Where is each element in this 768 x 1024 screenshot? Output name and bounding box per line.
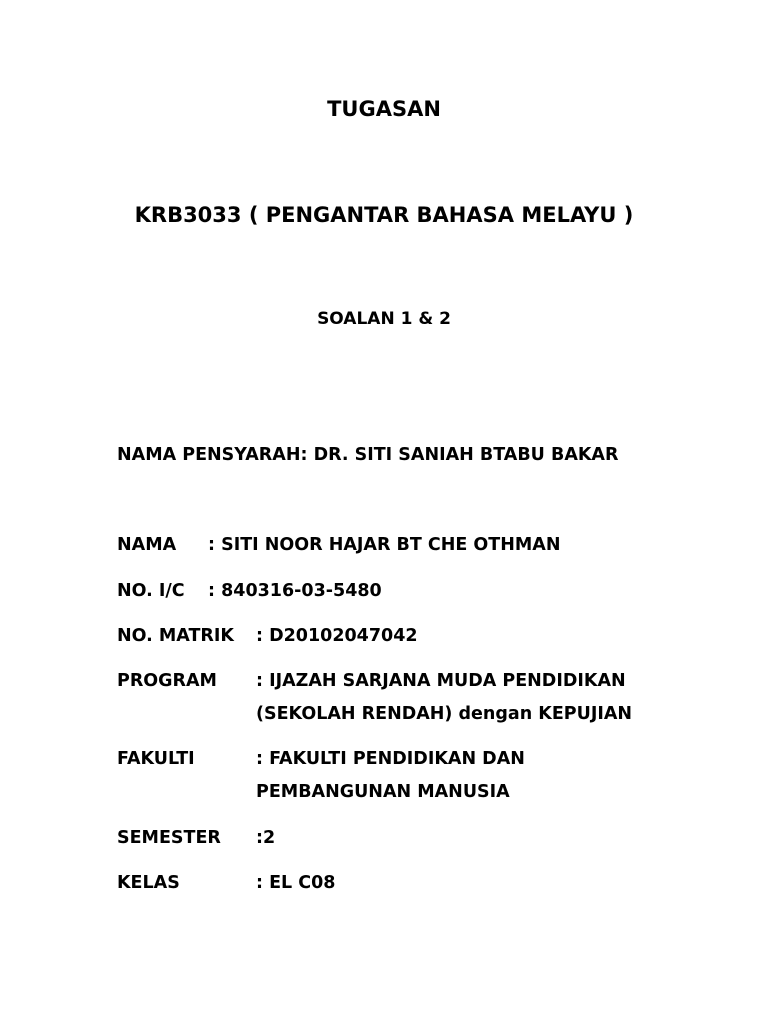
course-title: KRB3033 ( PENGANTAR BAHASA MELAYU ) [134,203,634,227]
nama-value: : SITI NOOR HAJAR BT CHE OTHMAN [208,535,561,555]
ic-value: : 840316-03-5480 [208,581,382,601]
fakulti-value-line2: PEMBANGUNAN MANUSIA [256,782,510,802]
question-label: SOALAN 1 & 2 [317,309,451,329]
program-value-line1: : IJAZAH SARJANA MUDA PENDIDIKAN [256,671,626,691]
program-value [256,665,632,731]
fakulti-label: FAKULTI [117,749,195,769]
ic-label: NO. I/C [117,581,185,601]
matrik-label: NO. MATRIK [117,626,234,646]
matrik-value: : D20102047042 [256,626,418,646]
semester-label: SEMESTER [117,828,221,848]
semester-value: :2 [256,828,276,848]
lecturer-line: NAMA PENSYARAH: DR. SITI SANIAH BTABU BAKAR [117,445,619,465]
kelas-value: : EL C08 [256,873,336,893]
nama-label: NAMA [117,535,177,555]
document-title: TUGASAN [327,97,441,121]
fakulti-value [256,743,525,809]
kelas-label: KELAS [117,873,180,893]
program-value-line2: (SEKOLAH RENDAH) dengan KEPUJIAN [256,704,633,724]
program-label: PROGRAM [117,671,217,691]
fakulti-value-line1: : FAKULTI PENDIDIKAN DAN [256,749,525,769]
